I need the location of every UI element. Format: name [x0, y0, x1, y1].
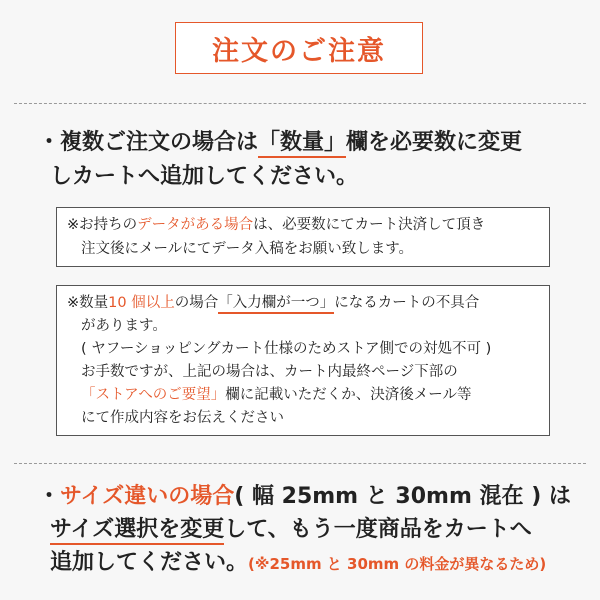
data-note-line-2: 注文後にメールにてデータ入稿をお願い致します。: [81, 241, 414, 257]
quantity-note-line-5: 「ストアへのご要望」欄に記載いただくか、決済後メール等: [81, 387, 472, 403]
size-line-1: ・サイズ違いの場合( 幅 25mm と 30mm 混在 ) は: [38, 484, 571, 509]
price-differs-note: (※25mm と 30mm の料金が異なるため): [248, 555, 547, 573]
quantity-note-line-3: ( ヤフーショッピングカート仕様のためストア側での対処不可 ): [81, 341, 492, 357]
store-request-highlight: 「ストアへのご要望」: [81, 387, 226, 403]
divider-bottom: [14, 463, 586, 464]
quantity-highlight: 「数量」: [258, 130, 346, 158]
size-line-3: 追加してください。(※25mm と 30mm の料金が異なるため): [50, 550, 547, 575]
single-input-highlight: 「入力欄が一つ」: [218, 295, 334, 314]
data-highlight: データがある場合: [137, 217, 254, 233]
quantity-note-line-4: お手数ですが、上記の場合は、カート内最終ページ下部の: [81, 364, 458, 380]
page-title: 注文のご注意: [175, 22, 423, 74]
instruction-line-1: ・複数ご注文の場合は「数量」欄を必要数に変更: [38, 126, 588, 160]
quantity-note-box: [56, 285, 550, 436]
data-note-box: [56, 207, 550, 267]
size-line-2: サイズ選択を変更して、もう一度商品をカートへ: [38, 513, 588, 546]
data-note-line-1: ※お持ちのデータがある場合は、必要数にてカート決済して頂き: [67, 217, 486, 233]
multi-order-instruction: [38, 126, 588, 194]
divider-top: [14, 103, 586, 104]
quantity-note-line-2: があります。: [81, 318, 167, 334]
size-mix-instruction: [38, 480, 588, 581]
size-select-highlight: サイズ選択を変更: [50, 517, 224, 545]
ten-or-more-highlight: 10 個以上: [108, 295, 175, 311]
size-diff-highlight: サイズ違いの場合: [60, 484, 235, 509]
instruction-line-2: しカートへ追加してください。: [50, 164, 359, 189]
quantity-note-line-6: にて作成内容をお伝えください: [81, 410, 284, 426]
quantity-note-line-1: ※数量10 個以上の場合「入力欄が一つ」になるカートの不具合: [67, 292, 539, 315]
